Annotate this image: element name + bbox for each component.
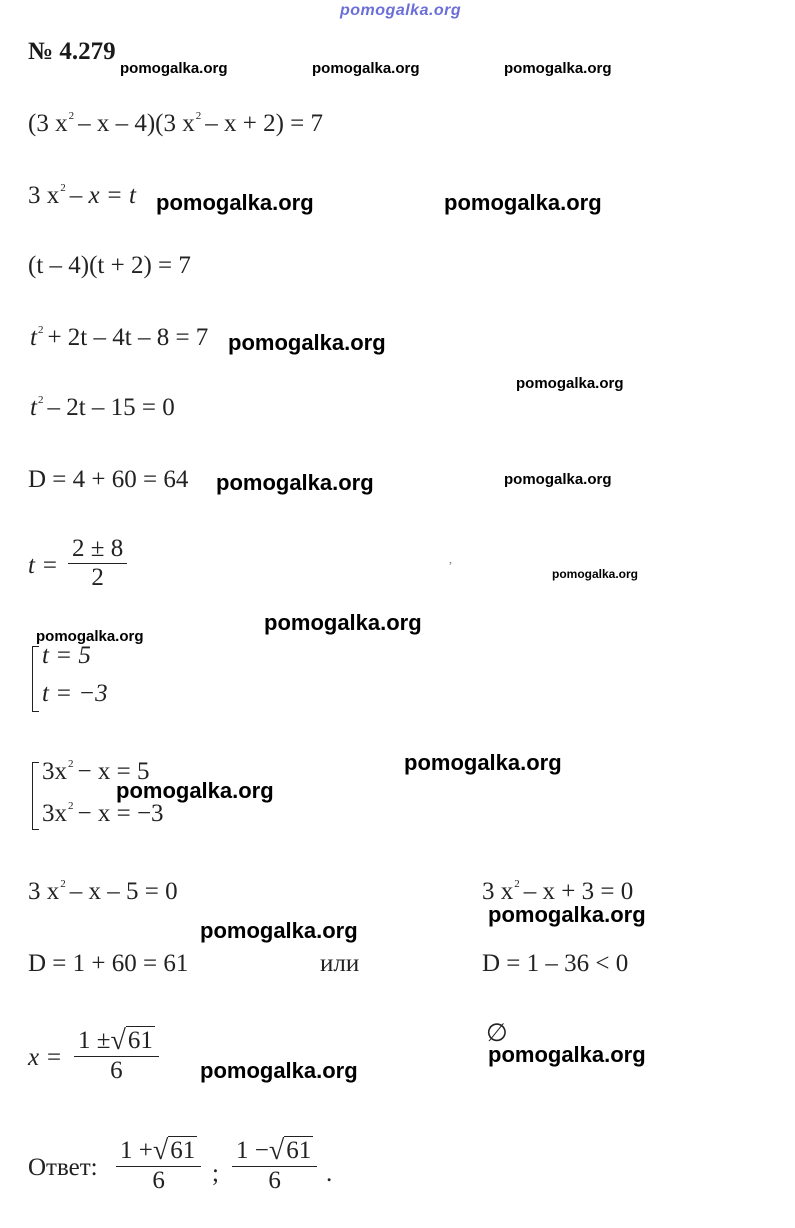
watermark: pomogalka.org — [216, 470, 374, 495]
answer-label: Ответ: — [28, 1154, 98, 1181]
watermark: pomogalka.org — [488, 902, 646, 927]
watermark: pomogalka.org — [200, 1058, 358, 1083]
watermark-top[interactable]: pomogalka.org — [340, 2, 462, 19]
watermark: pomogalka.org — [516, 375, 624, 392]
answer-separator: ; — [212, 1160, 219, 1187]
problem-number: № 4.279 — [28, 38, 116, 65]
watermark: pomogalka.org — [404, 750, 562, 775]
quadratic-right: 3 $x^2 - x + 3 = 0$ — [482, 878, 634, 905]
root-t1: t = 5 — [42, 642, 91, 669]
back-sub-eq2: $3x^2 - x = -3$ — [42, 800, 164, 827]
watermark: pomogalka.org — [264, 610, 422, 635]
watermark: pomogalka.org — [504, 471, 612, 488]
watermark: pomogalka.org — [228, 330, 386, 355]
quadratic-left: 3 $x^2 - x - 5 = 0$ — [28, 878, 178, 905]
discriminant-1: D = 4 + 60 = 64 — [28, 466, 189, 493]
roots-fraction: 2 ± 8 2 — [68, 535, 127, 592]
equation-line-1: (3 $x^2$ – x – 4)(3 $x^2 - x + 2) = 7$ — [28, 110, 324, 137]
watermark: pomogalka.org — [504, 60, 612, 77]
watermark: pomogalka.org — [488, 1042, 646, 1067]
watermark: pomogalka.org — [312, 60, 420, 77]
equation-line-5: $t^2 - 2t - 15 = 0$ — [30, 394, 175, 421]
watermark: pomogalka.org — [552, 567, 639, 581]
equation-substitution: 3 $x^2 - x = t$ — [28, 182, 136, 209]
back-sub-eq1: $3x^2 - x = 5$ — [42, 758, 150, 785]
roots-formula-lhs: t = — [28, 552, 59, 579]
watermark: pomogalka.org — [36, 628, 144, 645]
answer-end: . — [326, 1160, 333, 1187]
root-t2: t = −3 — [42, 680, 108, 707]
watermark: pomogalka.org — [120, 60, 228, 77]
set-bracket-1 — [32, 646, 39, 712]
watermark: pomogalka.org — [156, 190, 314, 215]
watermark: pomogalka.org — [200, 918, 358, 943]
discriminant-2: D = 1 + 60 = 61 — [28, 950, 189, 977]
x-fraction: 1 ±√61 6 — [74, 1024, 159, 1085]
stray-mark: , — [449, 552, 452, 566]
watermark: pomogalka.org — [444, 190, 602, 215]
answer-fraction-2: 1 −√61 6 — [232, 1134, 317, 1195]
x-formula-lhs: x = — [28, 1044, 63, 1071]
discriminant-3: D = 1 – 36 < 0 — [482, 950, 629, 977]
or-word: или — [320, 950, 360, 977]
empty-set-symbol: ∅ — [486, 1020, 508, 1047]
equation-line-4: $t^2 + 2t - 4t - 8 = 7$ — [30, 324, 209, 351]
watermark: pomogalka.org — [116, 778, 274, 803]
equation-line-3: (t – 4)(t + 2) = 7 — [28, 252, 191, 279]
answer-fraction-1: 1 +√61 6 — [116, 1134, 201, 1195]
set-bracket-2 — [32, 762, 39, 830]
